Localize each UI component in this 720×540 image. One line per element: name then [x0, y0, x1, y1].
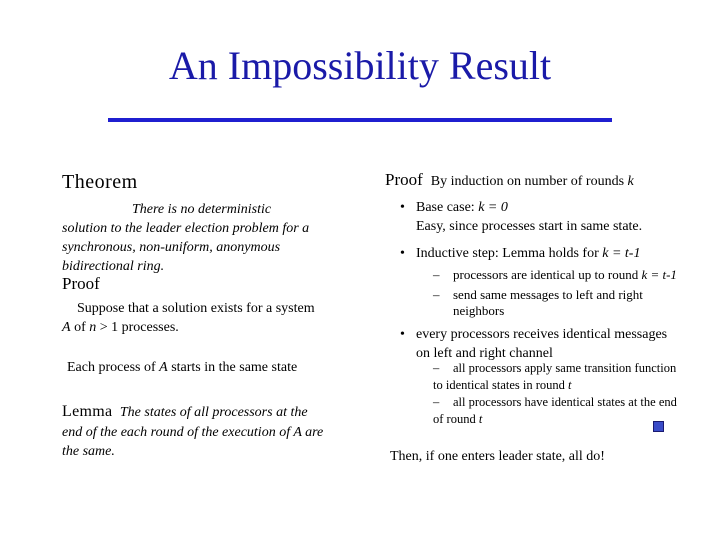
inductive-subitems [433, 267, 713, 319]
inductive-step-item: • Inductive step: Lemma holds for k = t-1 [400, 246, 641, 261]
subitem: – all processors apply same transition function to identical states in round t [433, 361, 677, 392]
right-proof-intro: Proof By induction on number of rounds k [385, 170, 634, 189]
suppose-line: A of n > 1 processes. [62, 320, 179, 335]
lemma-block [62, 402, 362, 461]
right-proof-heading: Proof [385, 170, 423, 189]
base-case-item: • Base case: k = 0 Easy, since processes start in same state. [400, 200, 643, 234]
conclusion-line: Then, if one enters leader state, all do! [390, 449, 605, 464]
qed-square-icon [653, 421, 664, 432]
every-processor-item: • every processors receives identical messages on left and right channel [400, 327, 668, 361]
left-proof-heading: Proof [62, 274, 100, 293]
lemma-line: end of the each round of the execution of A are [62, 425, 324, 440]
suppose-line: Suppose that a solution exists for a system [77, 301, 315, 316]
theorem-line: synchronous, non-uniform, anonymous [62, 240, 281, 255]
title-underline-rule [108, 118, 612, 122]
suppose-paragraph [62, 299, 362, 337]
subitem: – processors are identical up to round k = t-1 [433, 267, 677, 282]
each-process-line: Each process of A starts in the same state [67, 360, 298, 375]
every-processor-subitems [433, 360, 708, 428]
lemma-line: the same. [62, 444, 115, 459]
theorem-line: There is no deterministic [132, 202, 272, 217]
theorem-line: bidirectional ring. [62, 259, 165, 274]
theorem-heading: Theorem [62, 171, 138, 193]
slide-title: An Impossibility Result [168, 43, 552, 88]
subitem: – all processors have identical states at the end of round t [433, 395, 677, 426]
subitem: – send same messages to left and right neighbors [433, 287, 643, 318]
theorem-line: solution to the leader election problem for a [62, 221, 310, 236]
lemma-heading: Lemma [62, 403, 113, 420]
lemma-line: The states of all processors at the [119, 405, 308, 420]
theorem-statement [62, 200, 352, 276]
